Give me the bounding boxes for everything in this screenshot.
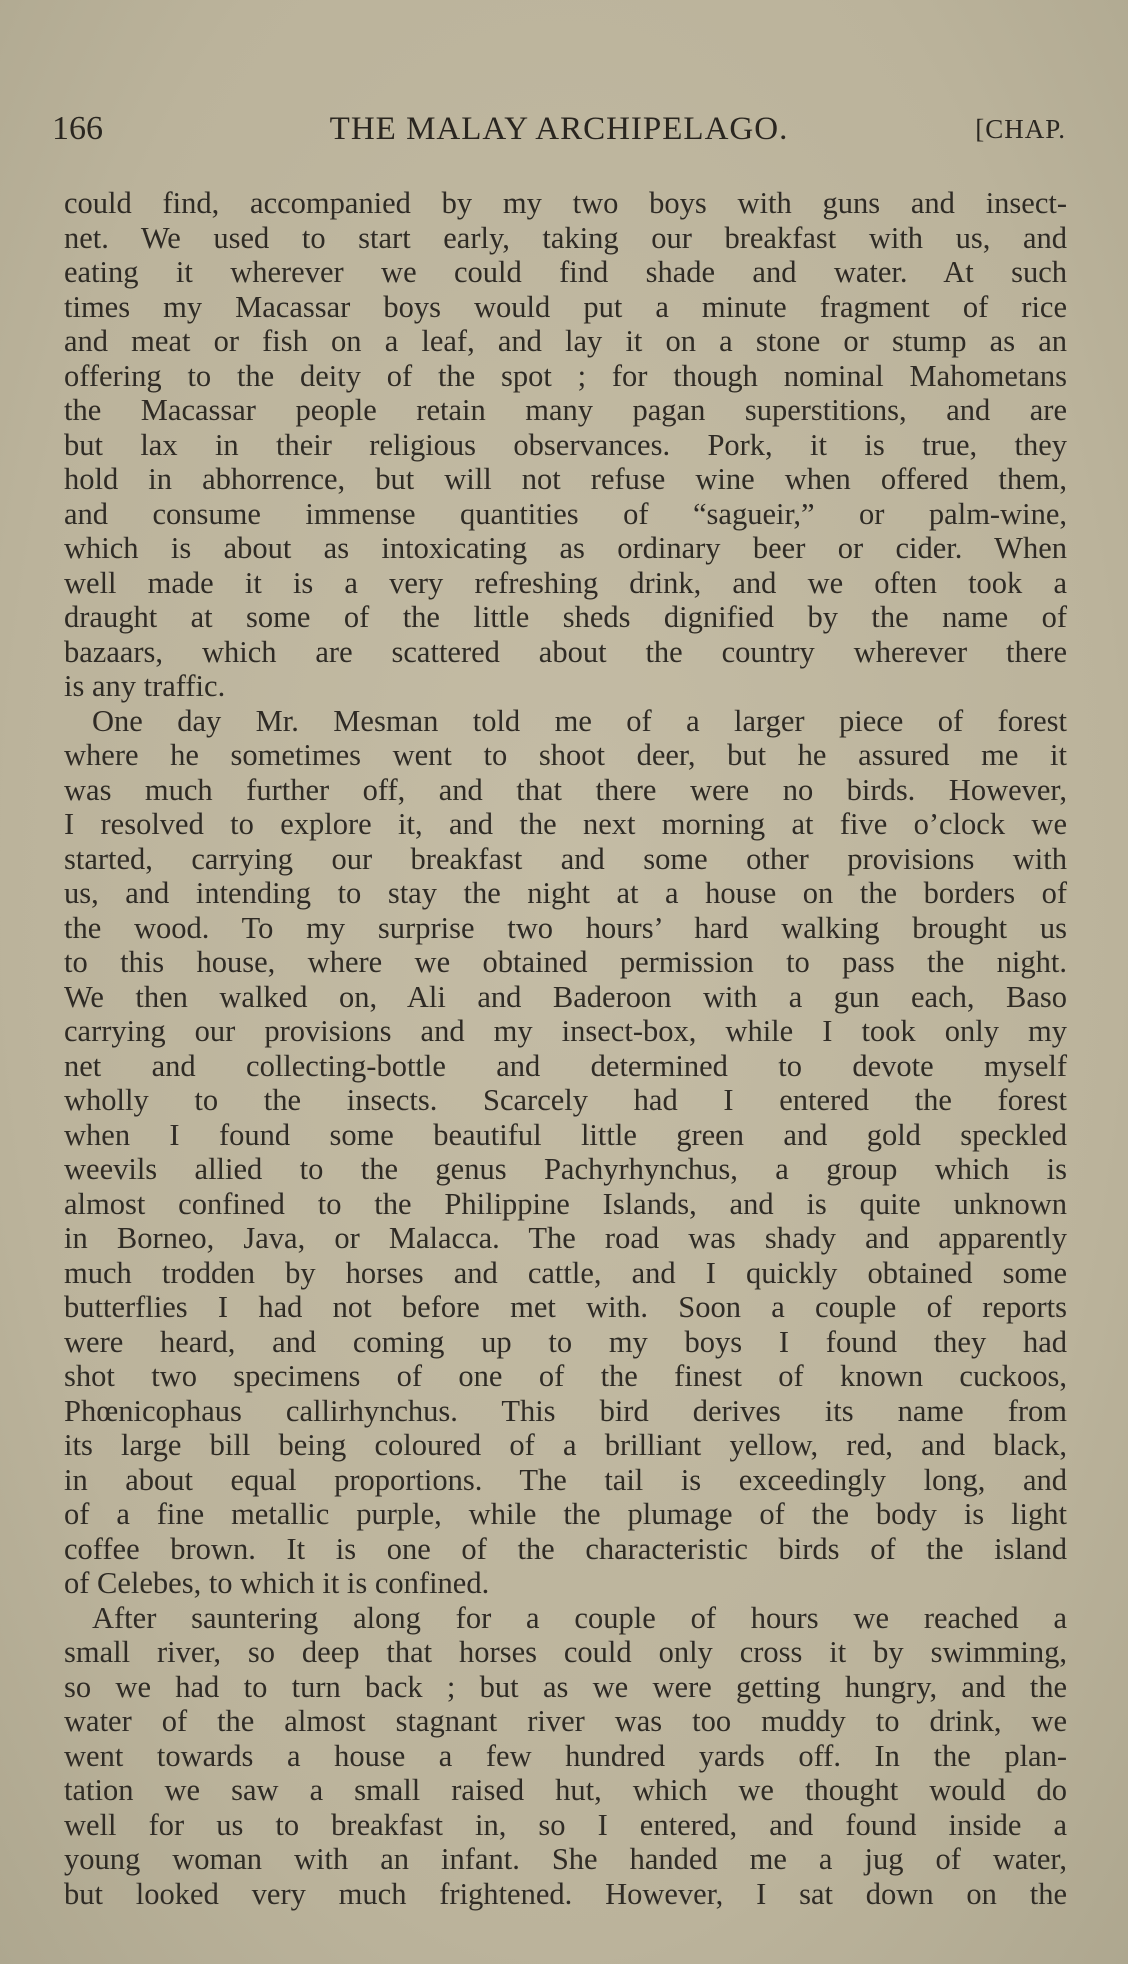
text-line: draught at some of the little sheds dignified by the name of bbox=[64, 600, 1067, 634]
text-line: much trodden by horses and cattle, and I quickly obtained some bbox=[64, 1255, 1067, 1290]
text-line: times my Macassar boys would put a minute fragment of rice bbox=[64, 289, 1067, 324]
text-line: where he sometimes went to shoot deer, but he assured me it bbox=[64, 738, 1067, 772]
text-line: shot two specimens of one of the finest of known cuckoos, bbox=[64, 1359, 1067, 1393]
page-number: 166 bbox=[52, 110, 103, 147]
body-text bbox=[64, 186, 1067, 1911]
text-line: almost confined to the Philippine Islands, and is quite unknown bbox=[64, 1186, 1067, 1221]
running-title: THE MALAY ARCHIPELAGO. bbox=[329, 111, 789, 147]
text-line: so we had to turn back ; but as we were getting hungry, and the bbox=[64, 1669, 1067, 1704]
text-line: could find, accompanied by my two boys with guns and insect- bbox=[64, 186, 1067, 220]
text-line: when I found some beautiful little green and gold speckled bbox=[64, 1117, 1067, 1152]
text-line: offering to the deity of the spot ; for though nominal Mahometans bbox=[64, 358, 1067, 393]
text-line: weevils allied to the genus Pachyrhynchus, a group which is bbox=[64, 1152, 1067, 1186]
text-line: net. We used to start early, taking our breakfast with us, and bbox=[64, 220, 1067, 255]
text-line: butterflies I had not before met with. Soon a couple of reports bbox=[64, 1290, 1067, 1324]
text-line: carrying our provisions and my insect-box, while I took only my bbox=[64, 1014, 1067, 1048]
text-line: of Celebes, to which it is confined. bbox=[64, 1566, 490, 1600]
text-line: to this house, where we obtained permission to pass the night. bbox=[64, 945, 1067, 979]
text-line: water of the almost stagnant river was too muddy to drink, we bbox=[64, 1704, 1067, 1738]
text-line: net and collecting-bottle and determined to devote myself bbox=[64, 1048, 1067, 1083]
text-line: small river, so deep that horses could only cross it by swimming, bbox=[64, 1635, 1067, 1669]
text-line: in about equal proportions. The tail is exceedingly long, and bbox=[64, 1462, 1067, 1497]
text-line: the Macassar people retain many pagan superstitions, and are bbox=[64, 393, 1067, 427]
text-line: and meat or fish on a leaf, and lay it on a stone or stump as an bbox=[64, 324, 1067, 358]
text-line: Phœnicophaus callirhynchus. This bird derives its name from bbox=[64, 1393, 1067, 1428]
text-line: were heard, and coming up to my boys I found they had bbox=[64, 1324, 1067, 1359]
text-line: which is about as intoxicating as ordinary beer or cider. When bbox=[64, 531, 1067, 565]
text-line: I resolved to explore it, and the next morning at five o’clock we bbox=[64, 807, 1067, 841]
text-line: coffee brown. It is one of the characteristic birds of the island bbox=[64, 1531, 1067, 1566]
text-line: We then walked on, Ali and Baderoon with a gun each, Baso bbox=[64, 979, 1067, 1014]
text-line: us, and intending to stay the night at a house on the borders of bbox=[64, 876, 1067, 910]
text-line: well for us to breakfast in, so I entered, and found inside a bbox=[64, 1807, 1067, 1842]
text-line: hold in abhorrence, but will not refuse wine when offered them, bbox=[64, 462, 1067, 496]
text-line: is any traffic. bbox=[64, 669, 226, 703]
text-line: the wood. To my surprise two hours’ hard walking brought us bbox=[64, 910, 1067, 945]
chapter-label: [CHAP. bbox=[975, 114, 1066, 144]
running-header bbox=[52, 106, 1066, 152]
text-line: tation we saw a small raised hut, which we thought would do bbox=[64, 1773, 1067, 1807]
text-line: After sauntering along for a couple of hours we reached a bbox=[92, 1600, 1067, 1635]
text-line: was much further off, and that there were no birds. However, bbox=[64, 772, 1067, 807]
text-line: One day Mr. Mesman told me of a larger piece of forest bbox=[92, 703, 1067, 738]
text-line: started, carrying our breakfast and some other provisions with bbox=[64, 841, 1067, 876]
text-line: went towards a house a few hundred yards off. In the plan- bbox=[64, 1738, 1067, 1773]
text-line: but lax in their religious observances. Pork, it is true, they bbox=[64, 427, 1067, 462]
text-line: eating it wherever we could find shade and water. At such bbox=[64, 255, 1067, 289]
text-line: in Borneo, Java, or Malacca. The road was shady and apparently bbox=[64, 1221, 1067, 1255]
text-line: and consume immense quantities of “sagueir,” or palm-wine, bbox=[64, 496, 1067, 531]
text-line: but looked very much frightened. However, I sat down on the bbox=[64, 1876, 1067, 1911]
text-line: bazaars, which are scattered about the country wherever there bbox=[64, 634, 1067, 669]
text-line: young woman with an infant. She handed me a jug of water, bbox=[64, 1842, 1067, 1876]
text-line: wholly to the insects. Scarcely had I entered the forest bbox=[64, 1083, 1067, 1117]
text-line: its large bill being coloured of a brilliant yellow, red, and black, bbox=[64, 1428, 1067, 1462]
text-line: well made it is a very refreshing drink, and we often took a bbox=[64, 565, 1067, 600]
text-line: of a fine metallic purple, while the plumage of the body is light bbox=[64, 1497, 1067, 1531]
